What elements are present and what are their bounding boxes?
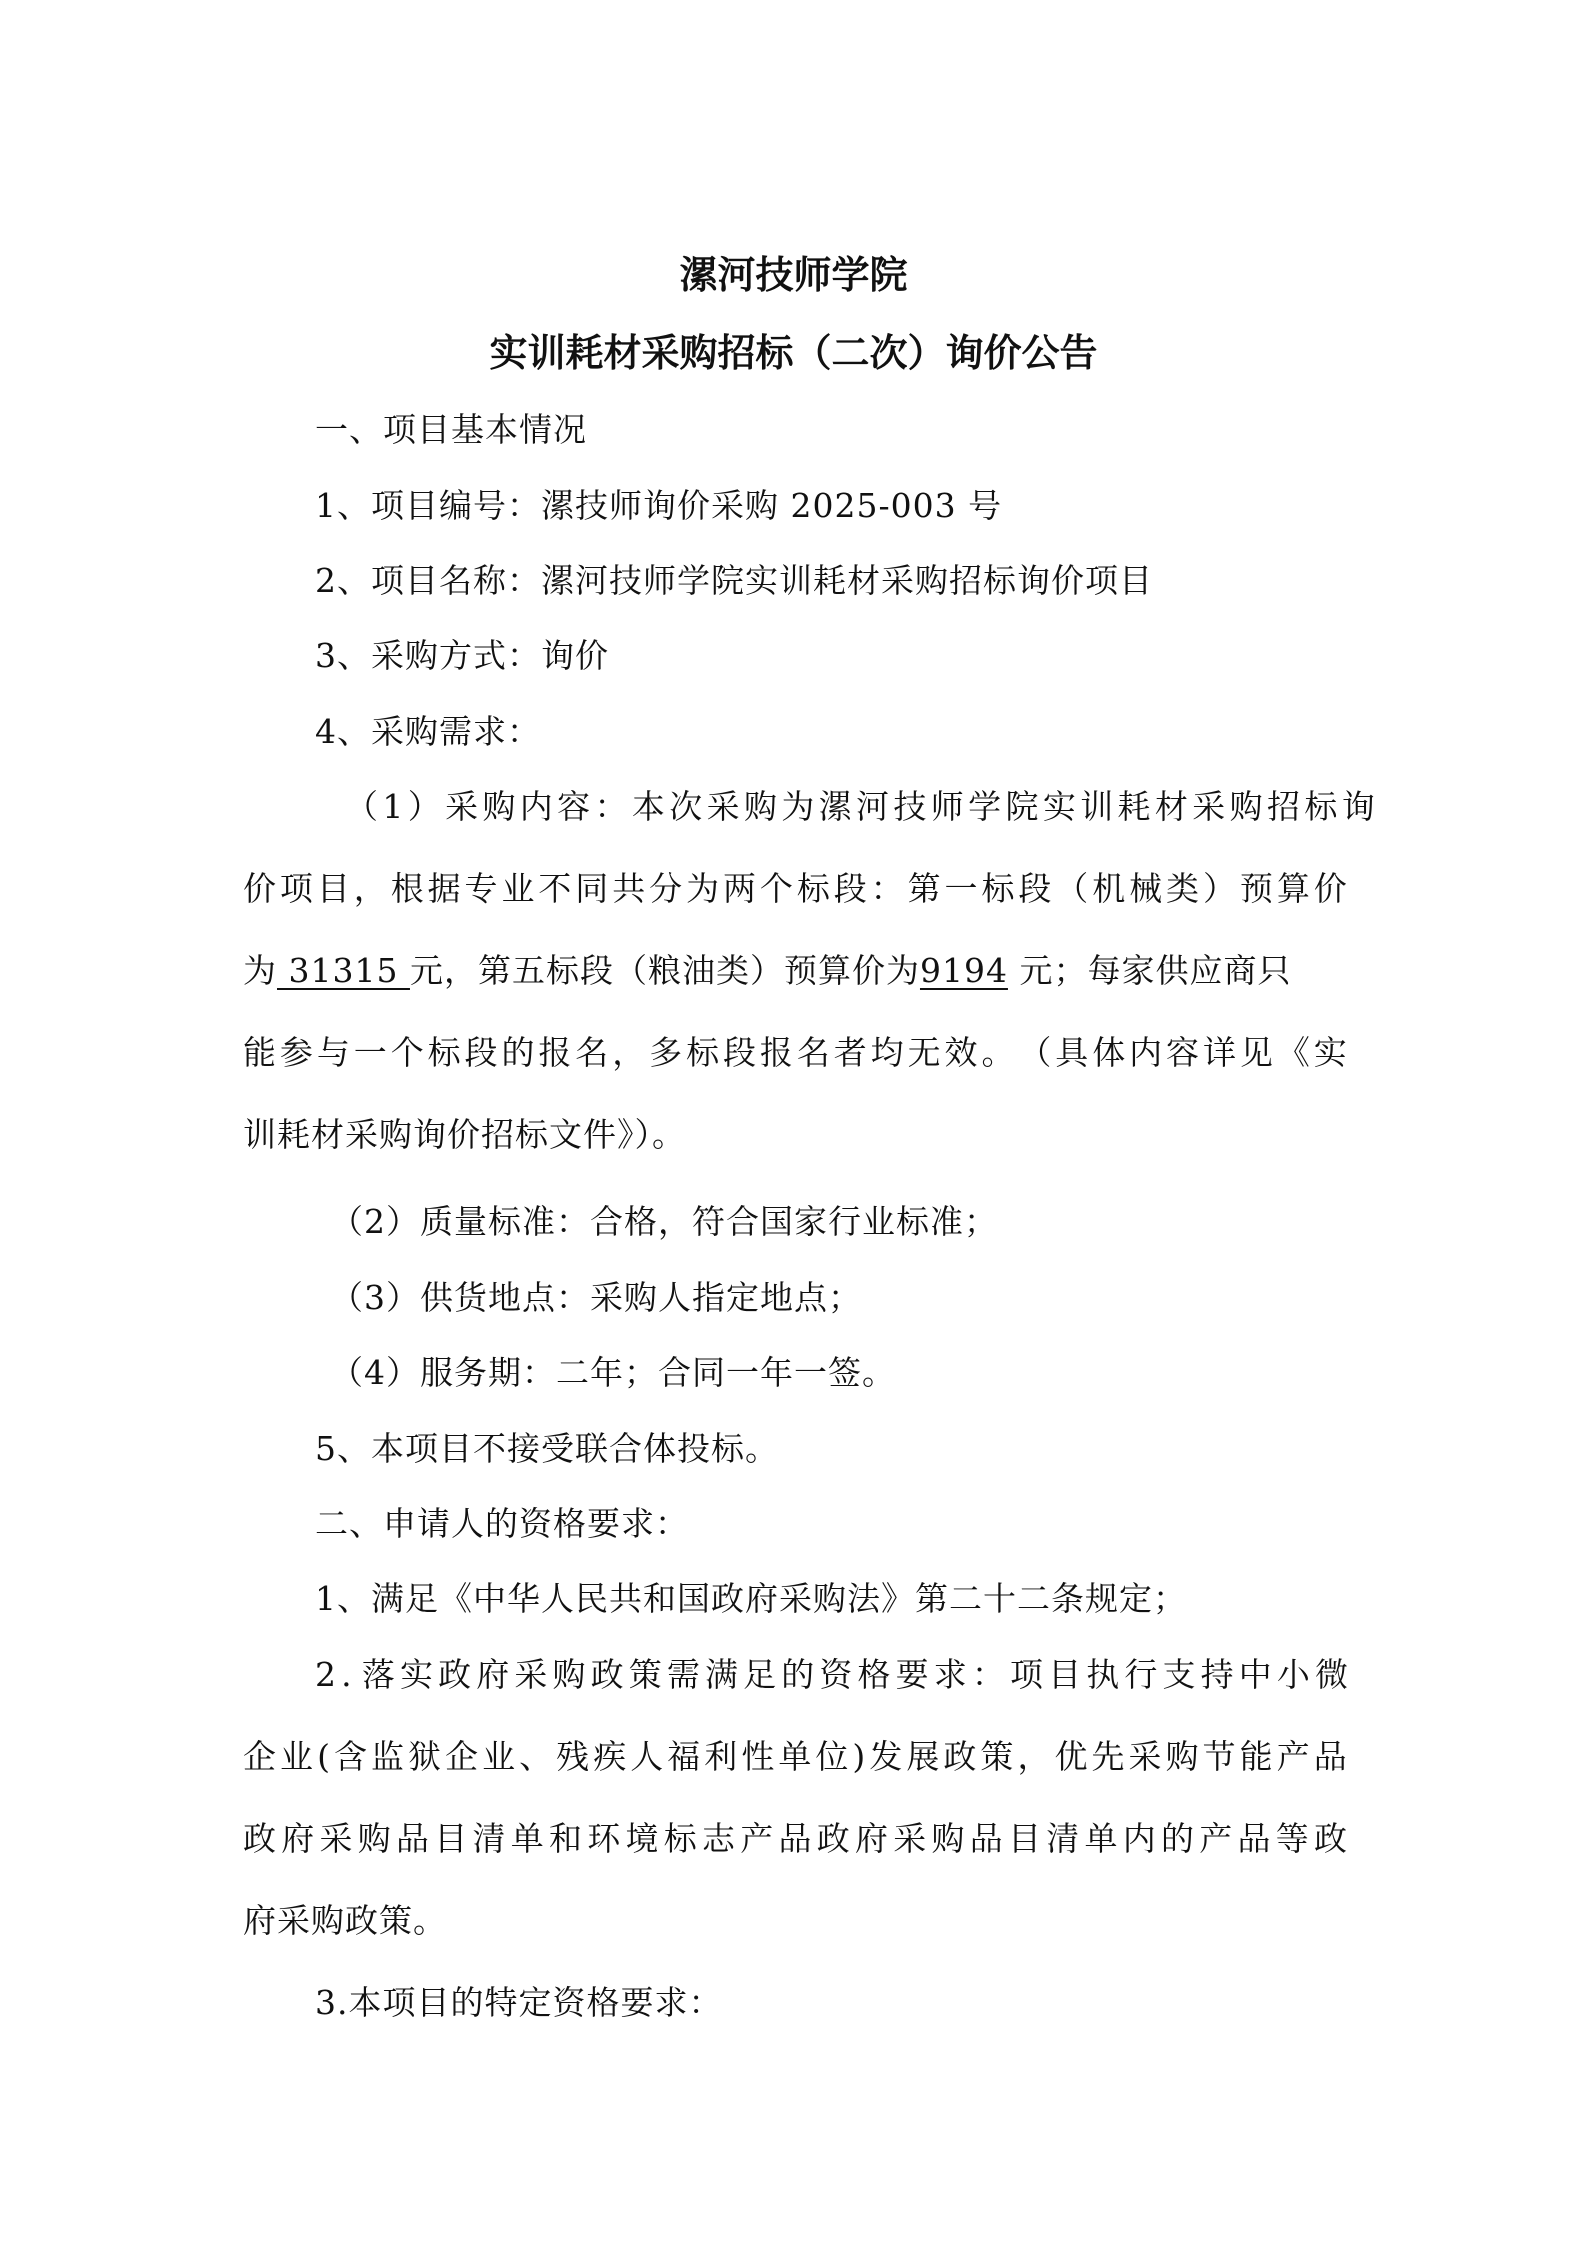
requirement-content-line-3 xyxy=(243,949,1347,993)
project-number: 1、项目编号：漯技师询价采购 2025-003 号 xyxy=(315,486,1003,525)
procurement-method: 3、采购方式：询价 xyxy=(315,636,609,675)
requirement-content-line-4: 能 参 与 一 个 标 段 的 报 名 ， 多 标 段 报 名 者 均 无 效 。 （ 具 体 内 容 详 见 《 实 xyxy=(243,1033,1347,1072)
document-title-notice: 实训耗材采购招标（二次）询价公告 xyxy=(489,331,1098,375)
service-period: （4）服务期：二年；合同一年一签。 xyxy=(330,1353,896,1392)
document-title-school: 漯河技师学院 xyxy=(679,253,908,297)
budget-lot-1: 31315 xyxy=(277,951,410,990)
procurement-requirements-heading: 4、采购需求： xyxy=(315,712,541,751)
no-consortium-bid: 5、本项目不接受联合体投标。 xyxy=(315,1429,779,1468)
budget-middle: 元，第五标段（粮油类）预算价为 xyxy=(409,951,920,990)
section1-heading: 一、项目基本情况 xyxy=(315,410,587,449)
qualification-item-2-line-3: 政 府 采 购 品 目 清 单 和 环 境 标 志 产 品 政 府 采 购 品 目 清 单 内 的 产 品 等 政 xyxy=(243,1819,1347,1858)
budget-prefix: 为 xyxy=(243,951,277,990)
qualification-item-2-line-1: 2 . 落 实 政 府 采 购 政 策 需 满 足 的 资 格 要 求 ： 项 目 执 行 支 持 中 小 微 xyxy=(315,1655,1348,1694)
qualification-item-2-line-2: 企 业 ( 含 监 狱 企 业 、 残 疾 人 福 利 性 单 位 ) 发 展 政 策 ， 优 先 采 购 节 能 产 品 xyxy=(243,1737,1347,1776)
section2-heading: 二、申请人的资格要求： xyxy=(315,1504,689,1543)
requirement-content-line-2: 价 项 目 ， 根 据 专 业 不 同 共 分 为 两 个 标 段 ： 第 一 标 段 （ 机 械 类 ） 预 算 价 xyxy=(243,869,1347,908)
qualification-item-3: 3.本项目的特定资格要求： xyxy=(315,1983,723,2022)
requirement-content-line-5: 训耗材采购询价招标文件》）。 xyxy=(243,1115,686,1154)
delivery-location: （3）供货地点：采购人指定地点； xyxy=(330,1278,862,1317)
project-name: 2、项目名称：漯河技师学院实训耗材采购招标询价项目 xyxy=(315,561,1153,600)
requirement-content-line-1: （ 1 ） 采 购 内 容 ： 本 次 采 购 为 漯 河 技 师 学 院 实 训 耗 材 采 购 招 标 询 xyxy=(345,787,1375,826)
qualification-item-2-line-4: 府采购政策。 xyxy=(243,1901,447,1940)
budget-lot-5: 9194 xyxy=(919,951,1008,990)
budget-suffix: 元；每家供应商只 xyxy=(1007,951,1292,990)
qualification-item-1: 1、满足《中华人民共和国政府采购法》第二十二条规定； xyxy=(315,1579,1187,1618)
quality-standard: （2）质量标准：合格，符合国家行业标准； xyxy=(330,1202,998,1241)
